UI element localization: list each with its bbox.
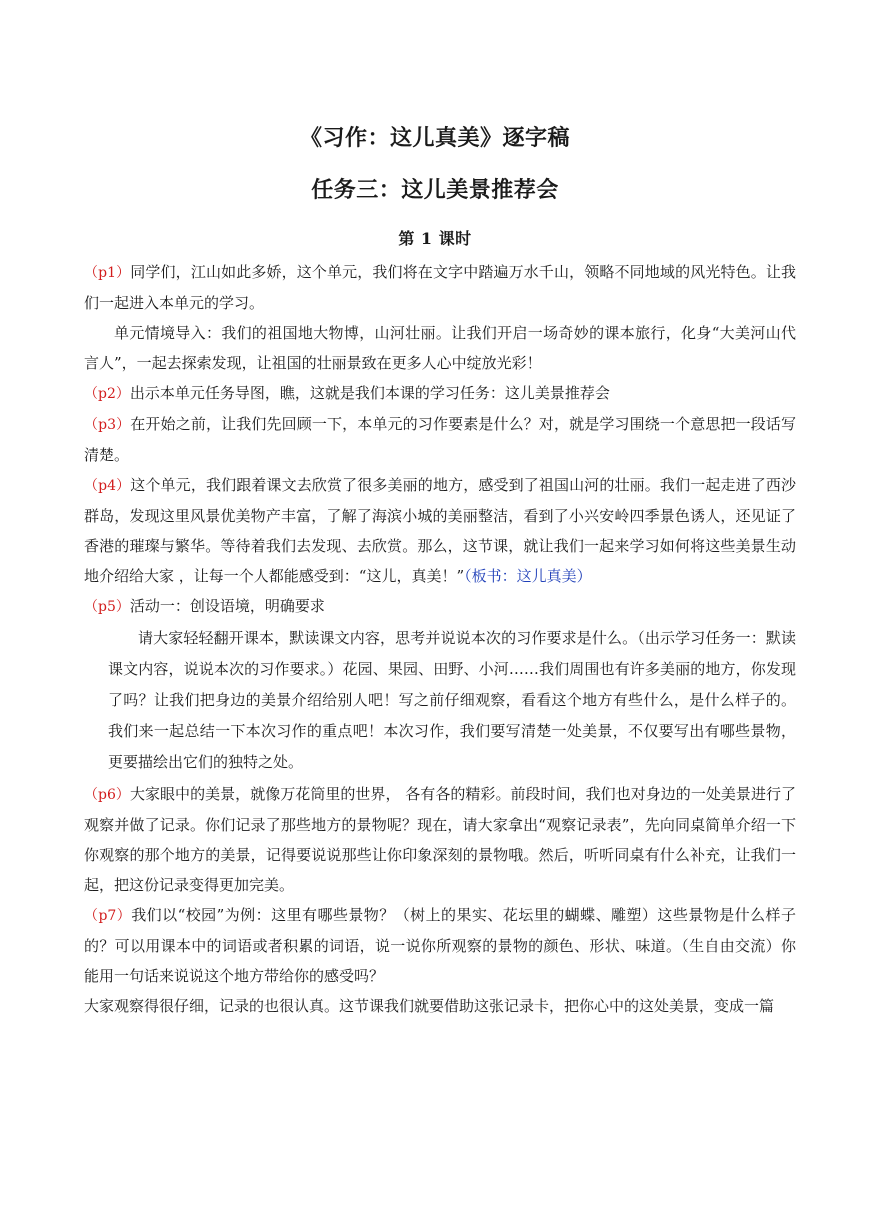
paragraph-text: 大家观察得很仔细，记录的也很认真。这节课我们就要借助这张记录卡，把你心中的这处美景，变成一篇 (84, 997, 775, 1015)
document-title: 《习作：这儿真美》逐字稿 (299, 125, 570, 151)
page-tag-p1: （p1） (84, 265, 131, 281)
paragraph-activity-detail (84, 623, 796, 778)
page-tag-p7: （p7） (84, 908, 132, 924)
paragraph-text: 请大家轻轻翻开课本，默读课文内容，思考并说说本次的习作要求是什么。（出示学习任务一：默读课文内容，说说本次的习作要求。）花园、果园、田野、小河……我们周围也有许多美丽的地方，你发现了吗？让我们把身边的美景介绍给别人吧！写之前仔细观察，看看这个地方有些什么，是什么样子的。我们来一起总结一下本次习作的重点吧！本次习作，我们要写清楚一处美景，不仅要写出有哪些景物，更要描绘出它们的独特之处。 (108, 629, 796, 771)
paragraph-p6 (84, 779, 796, 900)
paragraph-p7 (84, 900, 796, 991)
paragraph-text: 这个单元，我们跟着课文去欣赏了很多美丽的地方，感受到了祖国山河的壮丽。我们一起走进了西沙群岛，发现这里风景优美物产丰富，了解了海滨小城的美丽整洁，看到了小兴安岭四季景色诱人，还见证了香港的璀璨与繁华。等待着我们去发现、去欣赏。那么，这节课，就让我们一起来学习如何将这些美景生动地介绍给大家 ，让每一个人都能感受到：“这儿，真美！” (84, 476, 796, 585)
paragraph-intro (84, 318, 796, 378)
paragraph-text: 我们以“校园”为例：这里有哪些景物？（树上的果实、花坛里的蝴蝶、雕塑）这些景物是什么样子的？可以用课本中的词语或者积累的词语，说一说你所观察的景物的颜色、形状、味道。（生自由交流）你能用一句话来说说这个地方带给你的感受吗？ (84, 906, 797, 985)
lesson-heading: 第 1 课时 (398, 229, 472, 248)
paragraph-p1 (84, 257, 796, 318)
page-tag-p4: （p4） (84, 478, 131, 494)
page-tag-p2: （p2） (84, 386, 130, 402)
paragraph-text: 同学们，江山如此多娇，这个单元，我们将在文字中踏遍万水千山，领略不同地域的风光特色。让我们一起进入本单元的学习。 (84, 263, 796, 312)
paragraph-p5 (84, 591, 796, 622)
paragraph-p2 (84, 378, 796, 409)
page-tag-p6: （p6） (84, 787, 130, 803)
paragraph-text: 在开始之前，让我们先回顾一下，本单元的习作要素是什么？对，就是学习围绕一个意思把一段话写清楚。 (84, 415, 796, 464)
page-tag-p3: （p3） (84, 417, 131, 433)
paragraph-closing (84, 991, 796, 1021)
task-subtitle: 任务三：这儿美景推荐会 (311, 177, 559, 203)
paragraph-p3 (84, 409, 796, 470)
page-tag-p5: （p5） (84, 599, 130, 615)
activity-heading: 活动一：创设语境，明确要求 (129, 597, 325, 615)
paragraph-text: 单元情境导入：我们的祖国地大物博，山河壮丽。让我们开启一场奇妙的课本旅行，化身“大美河山代言人”，一起去探索发现，让祖国的壮丽景致在更多人心中绽放光彩！ (84, 324, 796, 372)
paragraph-text: 出示本单元任务导图，瞧，这就是我们本课的学习任务：这儿美景推荐会 (129, 384, 610, 402)
paragraph-text: 大家眼中的美景，就像万花筒里的世界， 各有各的精彩。前段时间，我们也对身边的一处美景进行了观察并做了记录。你们记录了那些地方的景物呢？现在，请大家拿出“观察记录表”，先向同桌简单介绍一下你观察的那个地方的美景，记得要说说那些让你印象深刻的景物哦。然后，听听同桌有什么补充，让我们一起，把这份记录变得更加完美。 (84, 785, 796, 894)
blackboard-note: （板书：这儿真美） (464, 567, 592, 585)
document-body (84, 257, 796, 1021)
paragraph-p4 (84, 470, 796, 591)
